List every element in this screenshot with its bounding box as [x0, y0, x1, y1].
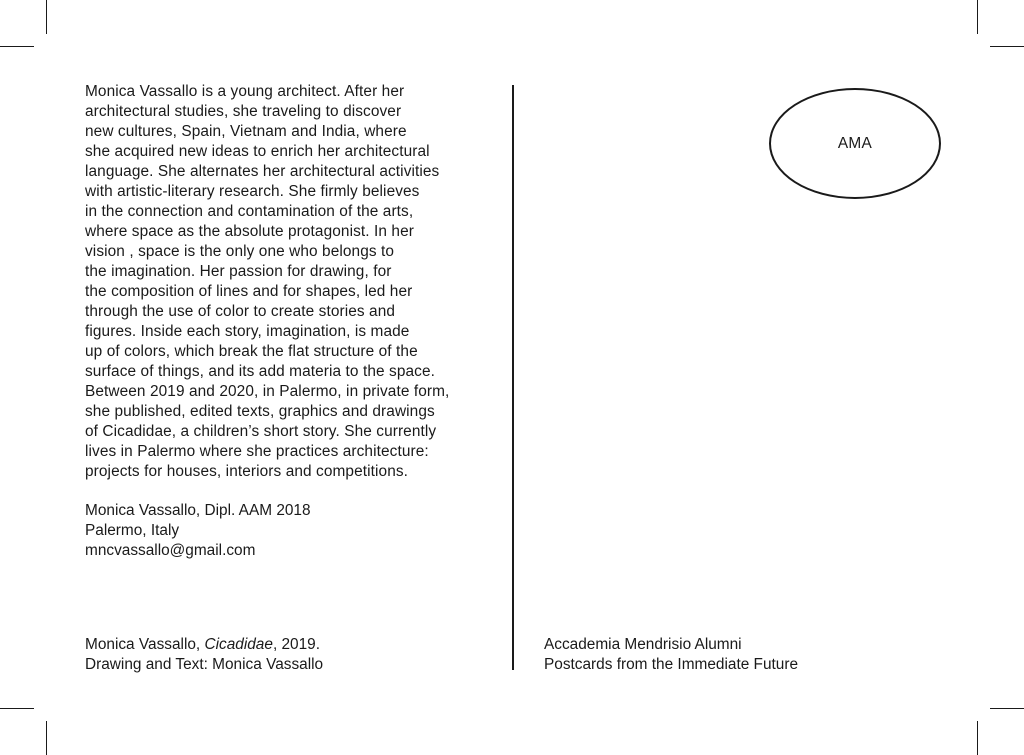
crop-mark-top-left-vertical	[46, 0, 47, 34]
crop-mark-bottom-right-vertical	[977, 721, 978, 755]
bio-line: new cultures, Spain, Vietnam and India, where	[85, 123, 407, 140]
contact-email[interactable]: mncvassallo@gmail.com	[85, 542, 256, 559]
bio-line: language. She alternates her architectural activities	[85, 163, 440, 180]
postcard-divider	[512, 85, 514, 670]
bio-line: the composition of lines and for shapes, led her	[85, 283, 413, 300]
contact-location: Palermo, Italy	[85, 522, 180, 539]
contact-name-degree: Monica Vassallo, Dipl. AAM 2018	[85, 502, 311, 519]
artwork-credit	[85, 635, 323, 675]
bio-line: up of colors, which break the flat structure of the	[85, 343, 418, 360]
credit-work-title: Cicadidae	[204, 636, 273, 653]
bio-line: she acquired new ideas to enrich her architectural	[85, 143, 430, 160]
credit-drawing-text: Drawing and Text: Monica Vassallo	[85, 656, 324, 673]
bio-line: Monica Vassallo is a young architect. After her	[85, 83, 405, 100]
bio-line: the imagination. Her passion for drawing, for	[85, 263, 392, 280]
bio-line: architectural studies, she traveling to discover	[85, 103, 402, 120]
organisation-block	[544, 635, 798, 675]
bio-line: where space as the absolute protagonist. In her	[85, 223, 414, 240]
bio-line: Between 2019 and 2020, in Palermo, in private form,	[85, 383, 450, 400]
bio-line: lives in Palermo where she practices architecture:	[85, 443, 429, 460]
contact-block	[85, 501, 311, 561]
crop-mark-bottom-left-horizontal	[0, 708, 34, 709]
bio-line: with artistic-literary research. She firmly believes	[85, 183, 420, 200]
organisation-name: Accademia Mendrisio Alumni	[544, 636, 742, 653]
credit-title-line	[85, 635, 323, 655]
crop-mark-bottom-left-vertical	[46, 721, 47, 755]
bio-line: through the use of color to create stories and	[85, 303, 396, 320]
bio-line: of Cicadidae, a children’s short story. She currently	[85, 423, 437, 440]
crop-mark-top-left-horizontal	[0, 46, 34, 47]
bio-line: vision , space is the only one who belongs to	[85, 243, 395, 260]
bio-line: figures. Inside each story, imagination, is made	[85, 323, 410, 340]
stamp-oval	[769, 88, 941, 199]
stamp-label: AMA	[837, 134, 873, 152]
bio-line: surface of things, and its add materia to the space.	[85, 363, 435, 380]
crop-mark-top-right-horizontal	[990, 46, 1024, 47]
biography-text	[85, 82, 495, 482]
series-title: Postcards from the Immediate Future	[544, 656, 799, 673]
bio-line: projects for houses, interiors and competitions.	[85, 463, 409, 480]
credit-year: , 2019.	[272, 636, 321, 653]
crop-mark-bottom-right-horizontal	[990, 708, 1024, 709]
crop-mark-top-right-vertical	[977, 0, 978, 34]
credit-author: Monica Vassallo,	[85, 636, 205, 653]
bio-line: she published, edited texts, graphics and drawings	[85, 403, 435, 420]
bio-line: in the connection and contamination of the arts,	[85, 203, 414, 220]
